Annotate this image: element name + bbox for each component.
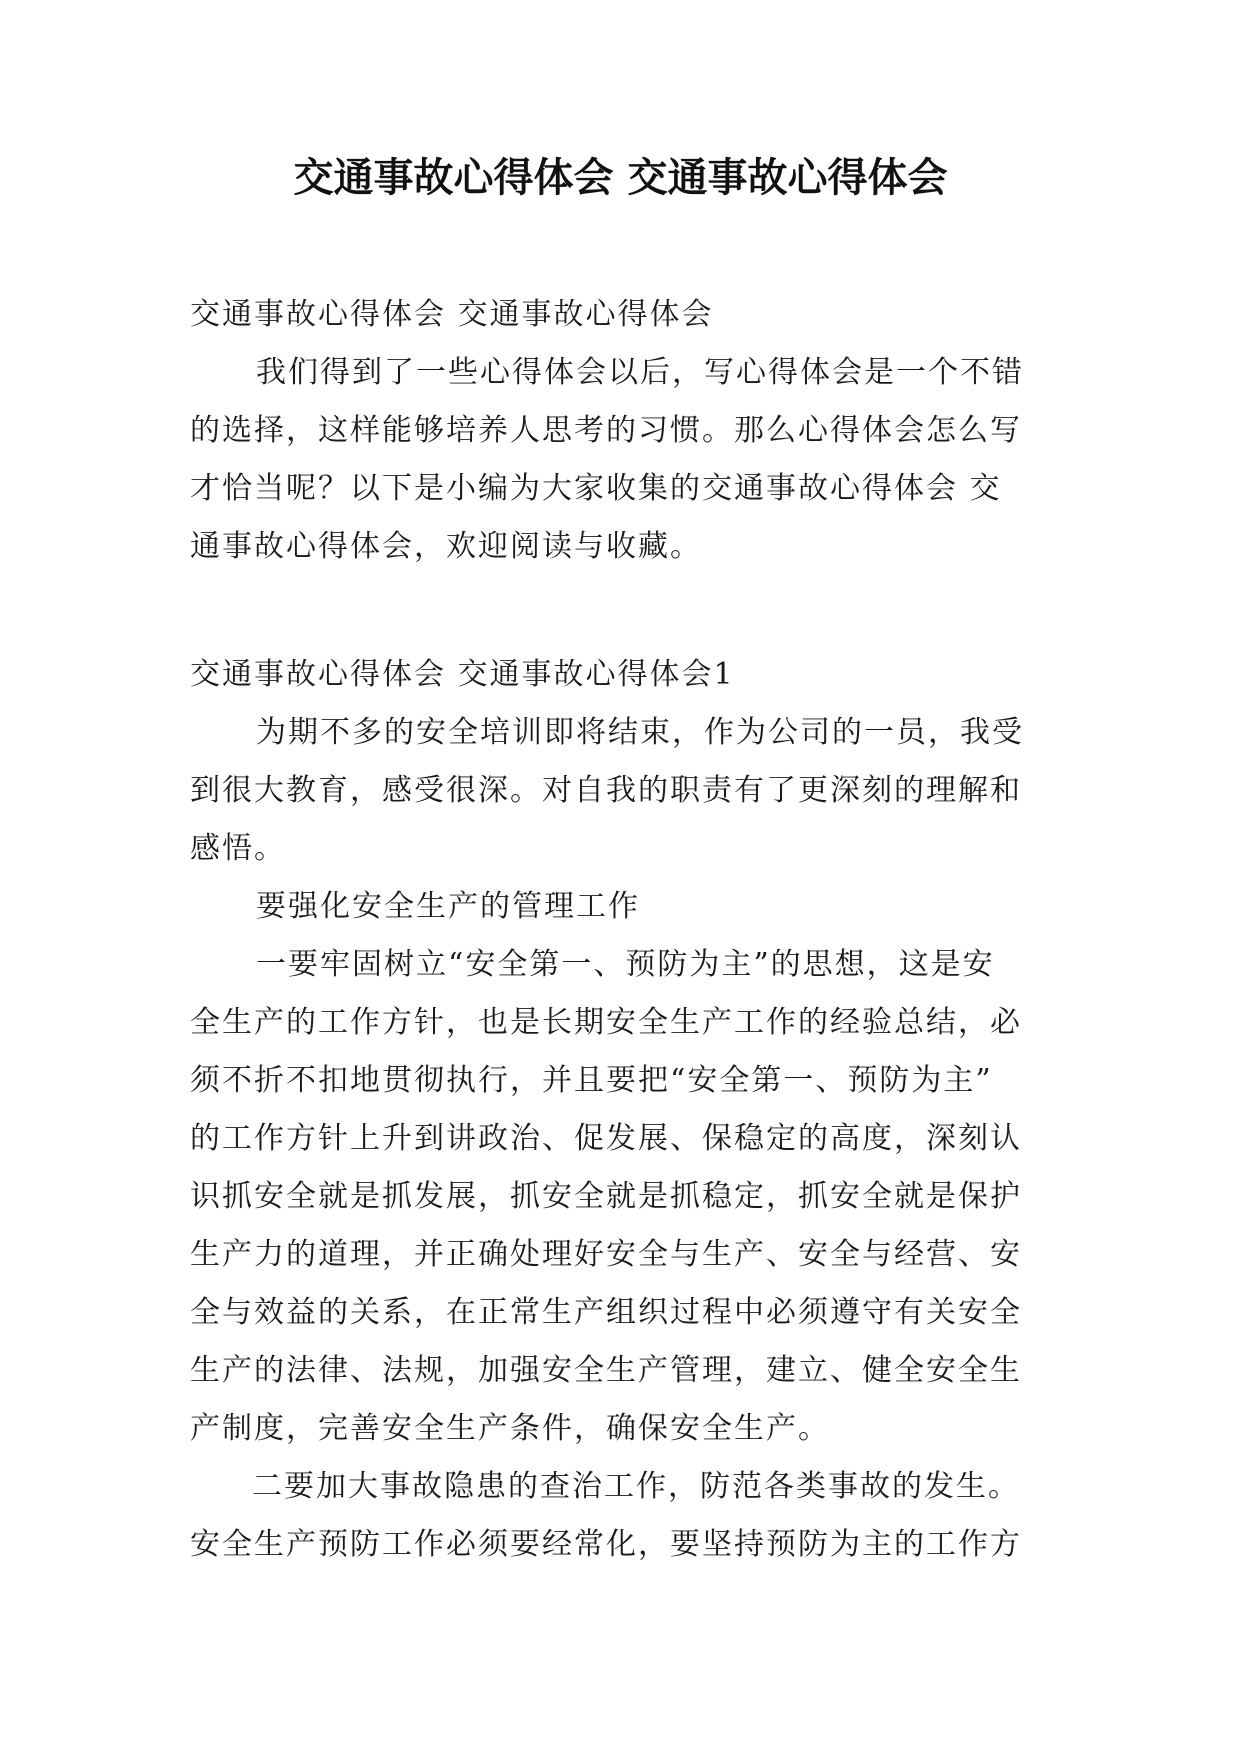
paragraph-line: 感悟。 bbox=[190, 831, 286, 866]
paragraph-line: 二要加大事故隐患的查治工作，防范各类事故的发生。 bbox=[252, 1469, 1020, 1504]
document-title: 交通事故心得体会 交通事故心得体会 bbox=[293, 155, 948, 201]
paragraph-line: 生产的法律、法规，加强安全生产管理，建立、健全安全生 bbox=[190, 1353, 1022, 1388]
paragraph-line: 识抓安全就是抓发展，抓安全就是抓稳定，抓安全就是保护 bbox=[190, 1179, 1022, 1214]
paragraph-line: 才恰当呢？以下是小编为大家收集的交通事故心得体会 交 bbox=[190, 471, 1002, 506]
paragraph-line: 为期不多的安全培训即将结束，作为公司的一员，我受 bbox=[256, 715, 1024, 750]
paragraph-line: 的工作方针上升到讲政治、促发展、保稳定的高度，深刻认 bbox=[190, 1121, 1022, 1156]
document-subtitle: 交通事故心得体会 交通事故心得体会 bbox=[190, 297, 714, 332]
paragraph-line: 到很大教育，感受很深。对自我的职责有了更深刻的理解和 bbox=[190, 773, 1022, 808]
section-subheading: 要强化安全生产的管理工作 bbox=[256, 889, 640, 924]
paragraph-line: 安全生产预防工作必须要经常化，要坚持预防为主的工作方 bbox=[190, 1527, 1022, 1562]
paragraph-line: 的选择，这样能够培养人思考的习惯。那么心得体会怎么写 bbox=[190, 413, 1022, 448]
paragraph-line: 生产力的道理，并正确处理好安全与生产、安全与经营、安 bbox=[190, 1237, 1022, 1272]
section-gap bbox=[190, 576, 1052, 646]
paragraph-line: 须不折不扣地贯彻执行，并且要把“安全第一、预防为主” bbox=[190, 1063, 993, 1098]
document-body bbox=[190, 286, 1052, 1574]
paragraph-line: 通事故心得体会，欢迎阅读与收藏。 bbox=[190, 529, 702, 564]
paragraph-line: 我们得到了一些心得体会以后，写心得体会是一个不错 bbox=[256, 355, 1024, 390]
paragraph-line: 全与效益的关系，在正常生产组织过程中必须遵守有关安全 bbox=[190, 1295, 1022, 1330]
paragraph-line: 产制度，完善安全生产条件，确保安全生产。 bbox=[190, 1411, 830, 1446]
section-heading: 交通事故心得体会 交通事故心得体会1 bbox=[190, 657, 735, 692]
paragraph-line: 一要牢固树立“安全第一、预防为主”的思想，这是安 bbox=[256, 947, 995, 982]
paragraph-line: 全生产的工作方针，也是长期安全生产工作的经验总结，必 bbox=[190, 1005, 1022, 1040]
